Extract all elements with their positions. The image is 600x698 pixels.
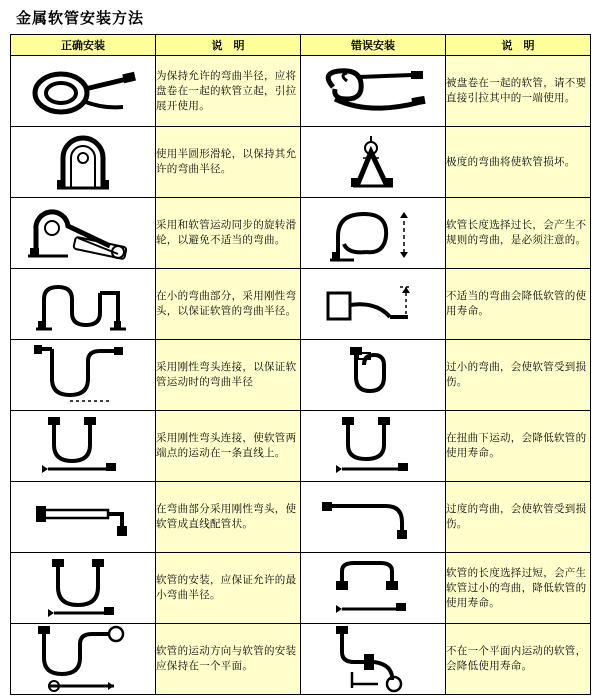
figure-cell-correct bbox=[11, 411, 156, 482]
table-row bbox=[11, 198, 591, 269]
coiled-hose-pulled-figure bbox=[301, 63, 445, 119]
motion-same-plane-figure bbox=[11, 624, 155, 694]
improper-bend-reduces-life-figure bbox=[301, 273, 445, 335]
description-cell: 过小的弯曲，会使软管受到损伤。 bbox=[446, 340, 591, 411]
table-row bbox=[11, 411, 591, 482]
excessive-bend-damage-figure bbox=[301, 492, 445, 542]
hose-installation-table bbox=[10, 34, 591, 695]
figure-cell-wrong bbox=[301, 553, 446, 624]
rigid-elbow-connection-figure bbox=[11, 343, 155, 407]
motion-out-of-plane-figure bbox=[301, 624, 445, 694]
coiled-hose-vertical-figure bbox=[11, 63, 155, 119]
header-correct-install: 正确安装 bbox=[11, 35, 156, 56]
description-cell: 软管的长度选择过短，会产生软管过小的弯曲，降低软管的使用寿命。 bbox=[446, 553, 591, 624]
table-row bbox=[11, 127, 591, 198]
figure-cell-wrong bbox=[301, 411, 446, 482]
description-cell: 软管的运动方向与软管的安装应保持在一个平面。 bbox=[156, 624, 301, 695]
description-cell: 软管长度选择过长，会产生不规则的弯曲，是必须注意的。 bbox=[446, 198, 591, 269]
figure-cell-wrong bbox=[301, 482, 446, 553]
figure-cell-wrong bbox=[301, 198, 446, 269]
figure-cell-wrong bbox=[301, 56, 446, 127]
figure-cell-correct bbox=[11, 482, 156, 553]
table-row bbox=[11, 56, 591, 127]
description-cell: 为保持允许的弯曲半径，应将盘卷在一起的软管立起，引拉展开使用。 bbox=[156, 56, 301, 127]
rigid-elbow-small-bend-figure bbox=[11, 273, 155, 335]
figure-cell-correct bbox=[11, 269, 156, 340]
table-header-row bbox=[11, 35, 591, 56]
description-cell: 使用半圆形滑轮，以保持其允许的弯曲半径。 bbox=[156, 127, 301, 198]
description-cell: 被盘卷在一起的软管，请不要直接引拉其中的一端使用。 bbox=[446, 56, 591, 127]
description-cell: 采用和软管运动同步的旋转滑轮，以避免不适当的弯曲。 bbox=[156, 198, 301, 269]
table-row bbox=[11, 482, 591, 553]
figure-cell-correct bbox=[11, 340, 156, 411]
description-cell: 极度的弯曲将使软管损坏。 bbox=[446, 127, 591, 198]
semicircular-sheave-figure bbox=[11, 132, 155, 192]
table-row bbox=[11, 269, 591, 340]
figure-cell-wrong bbox=[301, 127, 446, 198]
page-title: 金属软管安装方法 bbox=[16, 9, 145, 27]
figure-cell-wrong bbox=[301, 624, 446, 695]
too-long-hose-irregular-bend-figure bbox=[301, 202, 445, 264]
figure-cell-correct bbox=[11, 624, 156, 695]
overlong-hose-small-bend-figure bbox=[301, 557, 445, 619]
synchronized-rotating-sheave-figure bbox=[11, 202, 155, 264]
description-cell: 不适当的弯曲会降低软管的使用寿命。 bbox=[446, 269, 591, 340]
figure-cell-correct bbox=[11, 198, 156, 269]
minimum-bend-radius-u-figure bbox=[11, 557, 155, 619]
description-cell: 采用刚性弯头连接，使软管两端点的运动在一条直线上。 bbox=[156, 411, 301, 482]
figure-cell-correct bbox=[11, 553, 156, 624]
figure-cell-wrong bbox=[301, 340, 446, 411]
description-cell: 采用刚性弯头连接，以保证软管运动时的弯曲半径 bbox=[156, 340, 301, 411]
description-cell: 在弯曲部分采用刚性弯头，使软管成直线配管状。 bbox=[156, 482, 301, 553]
sharp-bend-pulley-figure bbox=[301, 132, 445, 192]
description-cell: 在扭曲下运动，会降低软管的使用寿命。 bbox=[446, 411, 591, 482]
twisting-motion-figure bbox=[301, 415, 445, 477]
header-description-correct: 说 明 bbox=[156, 35, 301, 56]
too-small-bend-damage-figure bbox=[301, 343, 445, 407]
description-cell: 过度的弯曲，会使软管受到损伤。 bbox=[446, 482, 591, 553]
table-row bbox=[11, 340, 591, 411]
rigid-elbow-straight-line-figure bbox=[11, 415, 155, 477]
table-row bbox=[11, 553, 591, 624]
header-description-wrong: 说 明 bbox=[446, 35, 591, 56]
header-wrong-install: 错误安装 bbox=[301, 35, 446, 56]
table-row bbox=[11, 624, 591, 695]
straight-pipe-with-elbow-figure bbox=[11, 492, 155, 542]
description-cell: 不在一个平面内运动的软管，会降低使用寿命。 bbox=[446, 624, 591, 695]
figure-cell-correct bbox=[11, 127, 156, 198]
figure-cell-wrong bbox=[301, 269, 446, 340]
description-cell: 在小的弯曲部分，采用刚性弯头，以保证软管的弯曲半径。 bbox=[156, 269, 301, 340]
description-cell: 软管的安装，应保证允许的最小弯曲半径。 bbox=[156, 553, 301, 624]
figure-cell-correct bbox=[11, 56, 156, 127]
